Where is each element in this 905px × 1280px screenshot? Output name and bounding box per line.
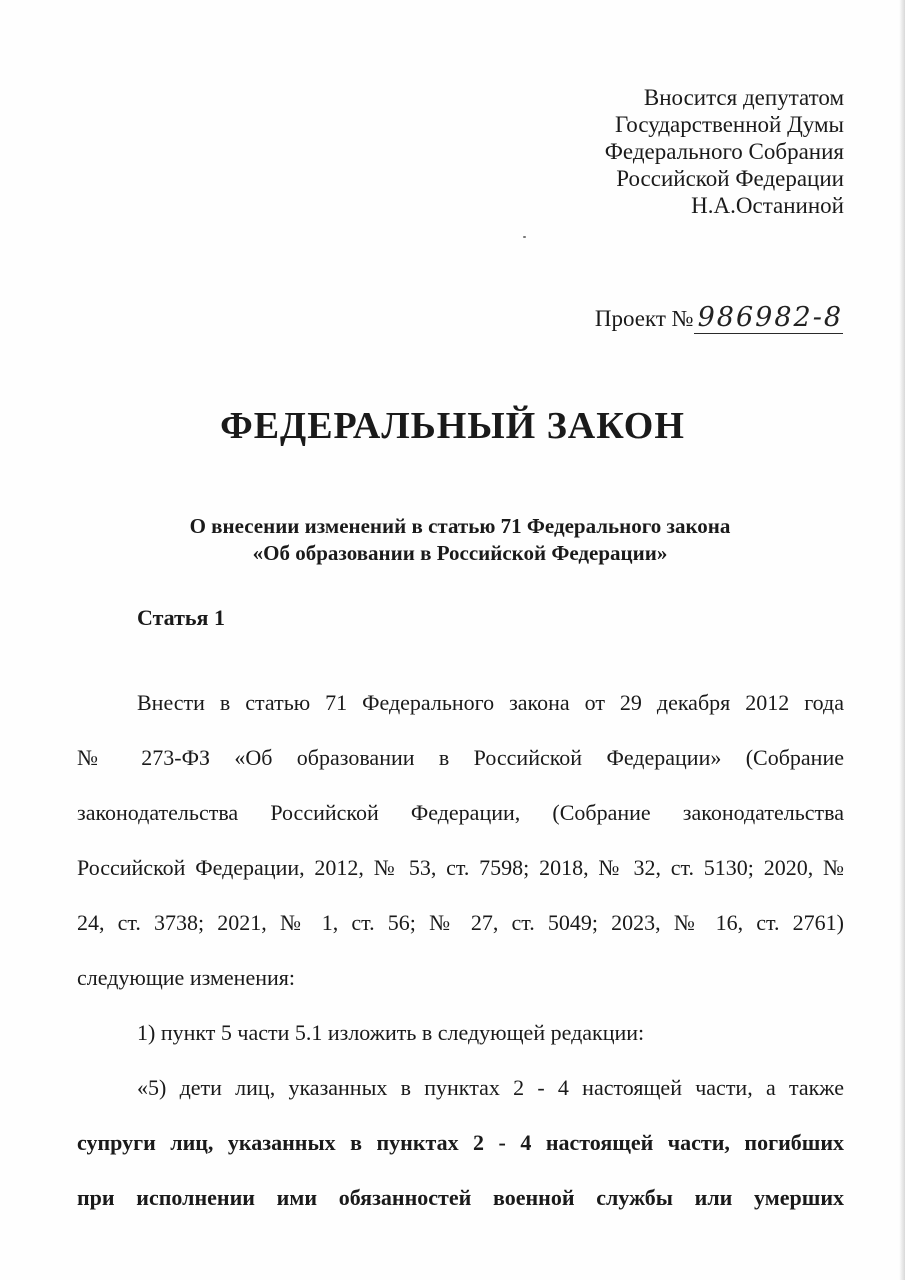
article-heading: Статья 1 [137, 605, 225, 630]
scan-speck [523, 236, 526, 238]
sponsor-block [605, 84, 844, 219]
body-line: Российской Федерации, 2012, № 53, ст. 7598; 2018, № 32, ст. 5130; 2020, № [77, 855, 844, 880]
sponsor-line: Вносится депутатом [643, 85, 844, 110]
body-line: следующие изменения: [77, 965, 295, 990]
body-line-bold: супруги лиц, указанных в пунктах 2 - 4 настоящей части, погибших [77, 1130, 844, 1155]
document-title: ФЕДЕРАЛЬНЫЙ ЗАКОН [220, 405, 685, 447]
body-line-bold: при исполнении ими обязанностей военной службы или умерших [77, 1185, 844, 1210]
body-line: № 273-ФЗ «Об образовании в Российской Федерации» (Собрание [77, 745, 844, 770]
sponsor-line: Н.А.Останиной [691, 193, 844, 218]
subtitle-line: «Об образовании в Российской Федерации» [252, 541, 668, 565]
body-line: Внести в статью 71 Федерального закона от 29 декабря 2012 года [137, 690, 844, 715]
subtitle-line: О внесении изменений в статью 71 Федерального закона [189, 514, 731, 538]
body-line: «5) дети лиц, указанных в пунктах 2 - 4 настоящей части, а также [137, 1075, 844, 1100]
project-label: Проект № [594, 306, 694, 331]
project-number-handwritten: 986982-8 [694, 303, 843, 334]
page-edge-shadow [899, 0, 905, 1280]
body-line: 1) пункт 5 части 5.1 изложить в следующей редакции: [137, 1020, 645, 1045]
sponsor-line: Федерального Собрания [604, 139, 844, 164]
sponsor-line: Российской Федерации [616, 166, 844, 191]
body-line: законодательства Российской Федерации, (Собрание законодательства [77, 800, 844, 825]
body-line: 24, ст. 3738; 2021, № 1, ст. 56; № 27, ст. 5049; 2023, № 16, ст. 2761) [77, 910, 844, 935]
sponsor-line: Государственной Думы [615, 112, 844, 137]
project-number-line [595, 302, 843, 336]
document-subtitle [0, 513, 905, 567]
